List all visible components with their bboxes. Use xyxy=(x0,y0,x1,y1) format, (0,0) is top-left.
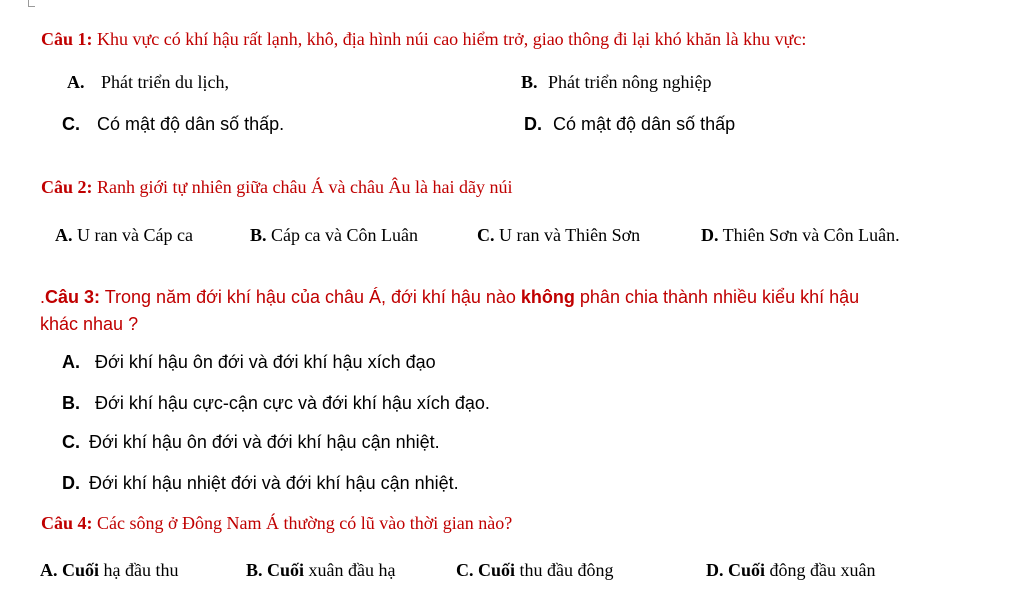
option-text: Thiên Sơn và Côn Luân. xyxy=(718,225,900,245)
option-bold-word: Cuối xyxy=(262,560,305,580)
option-letter: A. xyxy=(55,225,73,245)
option-letter: B. xyxy=(246,560,263,580)
question-1-option-a xyxy=(67,72,229,93)
option-letter: B. xyxy=(62,393,80,413)
question-1-option-b xyxy=(521,72,712,93)
option-letter: C. xyxy=(62,114,80,134)
question-2-option-a xyxy=(55,225,193,246)
option-letter: D. xyxy=(62,473,80,493)
option-letter: A. xyxy=(62,352,80,372)
option-text: Có mật độ dân số thấp xyxy=(553,114,736,134)
option-letter: C. xyxy=(62,432,80,452)
option-text: Phát triển du lịch, xyxy=(101,72,229,92)
question-2 xyxy=(41,177,512,198)
option-letter: A. xyxy=(67,72,85,92)
option-text: Đới khí hậu ôn đới và đới khí hậu cận nhiệt. xyxy=(89,432,440,452)
question-4-option-b xyxy=(246,560,396,581)
option-text: Đới khí hậu nhiệt đới và đới khí hậu cận nhiệt. xyxy=(89,473,459,493)
question-3-emphasis: không xyxy=(520,287,575,307)
option-text: Cáp ca và Côn Luân xyxy=(266,225,418,245)
option-text: U ran và Thiên Sơn xyxy=(494,225,641,245)
question-3-text-after: phân chia thành nhiều kiểu khí hậu xyxy=(574,287,860,307)
question-3 xyxy=(40,287,859,308)
option-text: hạ đầu thu xyxy=(99,560,179,580)
question-1-option-d xyxy=(524,114,735,135)
option-bold-word: Cuối xyxy=(473,560,516,580)
question-4 xyxy=(41,513,512,534)
option-text: U ran và Cáp ca xyxy=(72,225,193,245)
question-3-text-before: Trong năm đới khí hậu của châu Á, đới khí hậu nào xyxy=(100,287,521,307)
option-letter: C. xyxy=(456,560,474,580)
option-letter: B. xyxy=(521,72,538,92)
question-3-prefix: . xyxy=(40,287,46,307)
question-3-option-b xyxy=(62,393,490,414)
question-4-option-c xyxy=(456,560,614,581)
option-letter: D. xyxy=(524,114,542,134)
question-4-text: Các sông ở Đông Nam Á thường có lũ vào thời gian nào? xyxy=(92,513,513,533)
option-letter: D. xyxy=(701,225,719,245)
question-3-option-c xyxy=(62,432,440,453)
option-bold-word: Cuối xyxy=(723,560,766,580)
question-4-option-a xyxy=(40,560,179,581)
option-text: đông đầu xuân xyxy=(765,560,876,580)
option-text: Đới khí hậu ôn đới và đới khí hậu xích đạo xyxy=(95,352,436,372)
option-bold-word: Cuối xyxy=(57,560,100,580)
question-1-option-c xyxy=(62,114,284,135)
question-3-line-2: khác nhau ? xyxy=(40,314,139,334)
option-text: xuân đầu hạ xyxy=(304,560,396,580)
option-text: Đới khí hậu cực-cận cực và đới khí hậu xích đạo. xyxy=(95,393,490,413)
option-text: Có mật độ dân số thấp. xyxy=(97,114,285,134)
question-1 xyxy=(41,29,806,50)
question-2-label: Câu 2: xyxy=(41,177,93,197)
question-4-option-d xyxy=(706,560,876,581)
question-2-text: Ranh giới tự nhiên giữa châu Á và châu Âu là hai dãy núi xyxy=(92,177,513,197)
option-letter: B. xyxy=(250,225,267,245)
question-2-option-b xyxy=(250,225,418,246)
option-letter: D. xyxy=(706,560,724,580)
option-letter: C. xyxy=(477,225,495,245)
question-2-option-c xyxy=(477,225,640,246)
question-2-option-d xyxy=(701,225,900,246)
option-text: Phát triển nông nghiệp xyxy=(548,72,712,92)
question-1-label: Câu 1: xyxy=(41,29,93,49)
option-text: thu đầu đông xyxy=(515,560,614,580)
option-letter: A. xyxy=(40,560,58,580)
question-3-option-a xyxy=(62,352,436,373)
page-corner-marker xyxy=(28,0,35,7)
question-4-label: Câu 4: xyxy=(41,513,93,533)
question-1-text: Khu vực có khí hậu rất lạnh, khô, địa hình núi cao hiểm trở, giao thông đi lại khó khăn là khu vực: xyxy=(92,29,807,49)
question-3-option-d xyxy=(62,473,459,494)
question-3-label: Câu 3: xyxy=(45,287,101,307)
